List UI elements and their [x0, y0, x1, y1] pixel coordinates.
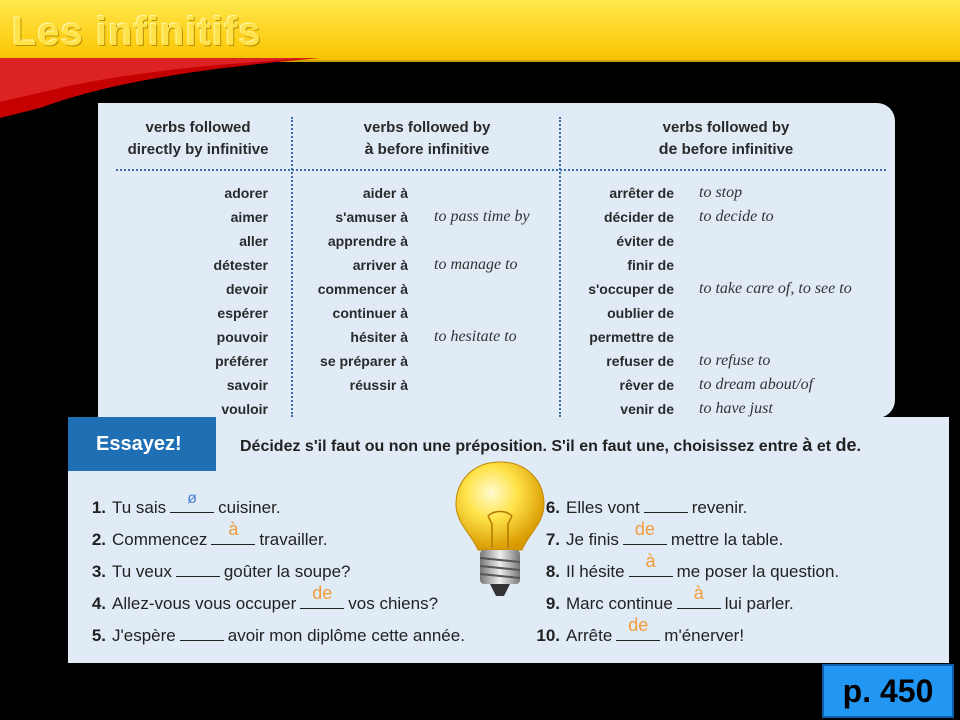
instruction-mid: et — [812, 438, 836, 455]
de-verb: arrêter de — [609, 185, 674, 201]
direct-verb: aimer — [230, 209, 268, 225]
item-text-after: lui parler. — [724, 594, 794, 613]
item-text-after: revenir. — [691, 498, 748, 517]
header-de-line1: verbs followed by — [662, 119, 790, 136]
item-text-before: J'espère — [112, 626, 176, 645]
item-number: 8. — [545, 562, 560, 581]
de-verb-gloss: to decide to — [699, 208, 774, 225]
item-text-before: Marc continue — [566, 594, 673, 613]
answer-text: de — [312, 583, 333, 603]
a-verb-gloss: to hesitate to — [434, 328, 517, 345]
de-verb: permettre de — [589, 329, 674, 345]
header-direct-line2: directly by infinitive — [127, 141, 269, 158]
answer-text: à — [693, 583, 704, 603]
exercise-item — [80, 583, 439, 615]
de-verb-gloss: to stop — [699, 184, 743, 201]
instruction-a: à — [802, 435, 813, 455]
direct-verb: devoir — [225, 281, 268, 297]
a-verb: s'amuser à — [335, 209, 408, 225]
exercise-item — [80, 623, 465, 647]
header-a — [296, 117, 558, 161]
a-gloss-column — [434, 181, 559, 397]
exercise-item — [534, 583, 794, 615]
direct-verb: pouvoir — [216, 329, 268, 345]
header-de — [566, 117, 886, 161]
de-verb-gloss — [699, 301, 889, 325]
a-verb: apprendre à — [327, 233, 408, 249]
answer-text: de — [634, 519, 655, 539]
item-text-before: Commencez — [112, 530, 208, 549]
header-direct — [108, 117, 288, 161]
answer-text: à — [228, 519, 239, 539]
answer-blank — [180, 623, 224, 641]
verb-table-panel — [98, 103, 895, 418]
de-verb: venir de — [620, 401, 674, 417]
item-text-before: Je finis — [566, 530, 619, 549]
exercise-item — [534, 551, 840, 583]
de-verb-gloss: to refuse to — [699, 352, 771, 369]
direct-verb: détester — [213, 257, 268, 273]
de-gloss-column — [699, 181, 889, 421]
item-number: 3. — [91, 562, 106, 581]
answer-blank — [644, 495, 688, 513]
item-number: 2. — [91, 530, 106, 549]
item-text-before: Allez-vous vous occuper — [112, 594, 297, 613]
header-de-rest: before infinitive — [677, 141, 794, 158]
a-verb-gloss — [434, 373, 559, 397]
header-divider — [116, 169, 886, 171]
essayez-tab: Essayez! — [68, 417, 216, 471]
a-verb-gloss: to pass time by — [434, 208, 530, 225]
de-verb-gloss — [699, 325, 889, 349]
item-text-after: goûter la soupe? — [223, 562, 351, 581]
item-text-before: Arrête — [566, 626, 613, 645]
answer-blank — [629, 551, 673, 577]
item-number: 6. — [545, 498, 560, 517]
lightbulb-icon — [450, 458, 550, 608]
item-text-after: avoir mon diplôme cette année. — [227, 626, 465, 645]
column-divider — [291, 117, 293, 417]
de-verb: décider de — [603, 209, 674, 225]
exercise-instruction — [240, 435, 861, 456]
answer-blank — [616, 615, 660, 641]
direct-verb: préférer — [215, 353, 268, 369]
instruction-text: Décidez s'il faut ou non une préposition. S'il en faut une, choisissez entre — [240, 438, 803, 455]
exercise-item — [80, 490, 281, 519]
de-verb: refuser de — [606, 353, 674, 369]
direct-verb: savoir — [226, 377, 268, 393]
page-reference: p. 450 — [822, 664, 954, 718]
de-verb: finir de — [627, 257, 674, 273]
a-verb: hésiter à — [350, 329, 408, 345]
exercise-item — [534, 519, 784, 551]
answer-blank — [170, 490, 214, 513]
exercise-item — [80, 519, 328, 551]
item-number: 5. — [91, 626, 106, 645]
answer-blank — [623, 519, 667, 545]
exercise-item — [534, 615, 745, 647]
header-a-rest: before infinitive — [373, 141, 490, 158]
direct-verb: aller — [239, 233, 268, 249]
a-verb-gloss — [434, 301, 559, 325]
item-text-after: mettre la table. — [670, 530, 784, 549]
a-verb: commencer à — [317, 281, 408, 297]
exercise-item — [534, 495, 747, 519]
header-a-line2 — [296, 139, 558, 161]
item-number: 1. — [91, 498, 106, 517]
direct-verb: espérer — [217, 305, 268, 321]
slide-title: Les infinitifs — [12, 10, 262, 54]
de-verb-gloss: to have just — [699, 400, 773, 417]
item-number: 10. — [536, 626, 560, 645]
header-de-line2 — [566, 139, 886, 161]
answer-text: à — [645, 551, 656, 571]
direct-verb: vouloir — [221, 401, 268, 417]
a-verb-gloss: to manage to — [434, 256, 518, 273]
a-verb: réussir à — [349, 377, 408, 393]
a-verb: aider à — [362, 185, 408, 201]
de-verb-gloss: to dream about/of — [699, 376, 814, 393]
de-verb-gloss — [699, 253, 889, 277]
direct-verb: adorer — [224, 185, 268, 201]
de-verbs-column — [566, 181, 674, 421]
a-verb: se préparer à — [320, 353, 408, 369]
item-text-before: Tu veux — [112, 562, 172, 581]
item-text-after: me poser la question. — [676, 562, 840, 581]
header-de-prep: de — [658, 141, 678, 158]
answer-text: de — [628, 615, 649, 635]
column-divider — [559, 117, 561, 417]
a-verbs-column — [296, 181, 408, 397]
item-number: 9. — [545, 594, 560, 613]
answer-blank — [176, 559, 220, 577]
item-text-before: Elles vont — [566, 498, 640, 517]
item-number: 7. — [545, 530, 560, 549]
de-verb: rêver de — [619, 377, 674, 393]
a-verb-gloss — [434, 277, 559, 301]
a-verb-gloss — [434, 229, 559, 253]
instruction-de: de — [835, 435, 857, 455]
de-verb: s'occuper de — [588, 281, 674, 297]
answer-blank — [300, 583, 344, 609]
item-text-before: Tu sais — [112, 498, 167, 517]
de-verb: éviter de — [616, 233, 674, 249]
de-verb-gloss: to take care of, to see to — [699, 280, 852, 297]
instruction-end: . — [856, 438, 861, 455]
a-verb-gloss — [434, 349, 559, 373]
item-text-after: vos chiens? — [348, 594, 439, 613]
a-verb: continuer à — [332, 305, 408, 321]
item-text-after: travailler. — [259, 530, 328, 549]
answer-blank — [677, 583, 721, 609]
item-text-before: Il hésite — [566, 562, 625, 581]
answer-text: ø — [187, 490, 198, 507]
title-bar — [0, 0, 960, 62]
de-verb: oublier de — [607, 305, 674, 321]
de-verb-gloss — [699, 229, 889, 253]
a-verb-gloss — [434, 181, 559, 205]
header-direct-line1: verbs followed — [145, 119, 251, 136]
answer-blank — [211, 519, 255, 545]
a-verb: arriver à — [352, 257, 408, 273]
header-a-prep: à — [364, 141, 374, 158]
exercise-item — [80, 559, 351, 583]
direct-verbs-column — [118, 181, 268, 421]
item-number: 4. — [91, 594, 106, 613]
item-text-after: m'énerver! — [664, 626, 745, 645]
header-a-line1: verbs followed by — [363, 119, 491, 136]
item-text-after: cuisiner. — [218, 498, 281, 517]
